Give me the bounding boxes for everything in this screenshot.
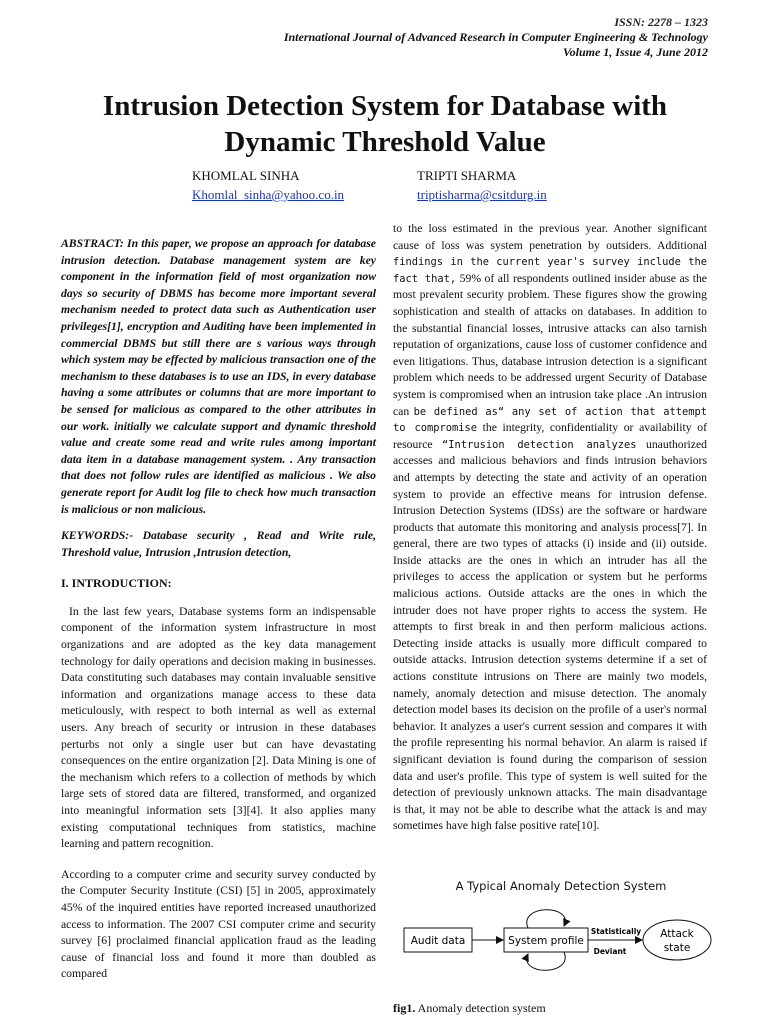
journal-name: International Journal of Advanced Research in Computer Engineering & Technology: [283, 30, 708, 44]
text-run-mono: findings in the current year's survey include the fact that,: [393, 256, 707, 285]
issn: ISSN: 2278 – 1323: [614, 15, 708, 29]
author-2: [417, 168, 547, 203]
intro-paragraph-1: In the last few years, Database systems form an indispensable component of the information system infrastructure in most organizations and are adopted as the key data management technology for daily operations and decision making in businesses. Data constituting such databases may contain invaluable sensitive information and organizations manage access to these data meticulously, with respect to both internal as well as external users. Any breach of security or intrusion in these databases perturbs not only a single user but can have devastating consequences on the entire organization [2]. Data Mining is one of the mechanism which refers to a collection of methods by which large sets of stored data are filtered, transformed, and organized into meaningful information sets [3][4]. It also applies many existing computational techniques from statistics, machine learning and pattern recognition.: [61, 604, 376, 851]
top-loop-arrow: [527, 910, 565, 928]
keywords: KEYWORDS:- Database security , Read and Write rule, Threshold value, Intrusion ,Intrusion detection,: [61, 529, 376, 559]
system-profile-label: System profile: [508, 935, 584, 947]
author-2-email[interactable]: triptisharma@csitdurg.in: [417, 187, 547, 202]
title-line-2: Dynamic Threshold Value: [224, 126, 546, 158]
state-label: state: [663, 942, 691, 954]
journal-header: [284, 15, 708, 60]
author-1-email[interactable]: Khomlal_sinha@yahoo.co.in: [192, 187, 345, 202]
text-run-mono: “Intrusion detection analyzes: [442, 438, 637, 451]
abstract: ABSTRACT: In this paper, we propose an approach for database intrusion detection. Database management system are key component in the information field of most organization now days so security of DBMS has become more important several mechanism needed to protect data such as Authentication user privileges[1], encryption and Auditing have been implemented in commercial DBMS but still there are s various ways through which system may be effected by malicious transaction one of the mechanism to these databases is to use an IDS, in every database having a some attributes or columns that are more important to be sensed for malicious as compared to the other attributes in our work. initially we calculate support and dynamic threshold value and create some read and write rules among important data item in a database management system. . Any transaction that does not follow rules are identified as malicious . We also generate report for Audit log file to check how much transaction is malicious or non malicious.: [61, 237, 376, 516]
anomaly-detection-figure: [398, 876, 728, 1016]
attack-state-ellipse: [643, 920, 711, 960]
deviant-label: Deviant: [593, 947, 627, 956]
figure-diagram: [398, 876, 728, 1001]
volume-info: Volume 1, Issue 4, June 2012: [562, 45, 708, 59]
figure-title: A Typical Anomaly Detection System: [455, 879, 667, 893]
text-run: unauthorized accesses and malicious behaviors and finds intrusion behaviors and attempts by detecting the state and activity of an operation system to provide an effective means for intrusion defense. Intrusion Detection Systems (IDSs) are the software or hardware products that automate this monitoring and analysis process[7]. In general, there are two types of attacks (i) inside and (ii) outside. Inside attacks are the ones in which an intruder has all the privileges to access the application or system but he performs malicious actions. Outside attacks are the ones in which the intruder does not have proper rights to access the system. He attempts to first break in and then perform malicious actions. Detecting inside attacks is usually more difficult compared to outside attacks. Intrusion detection systems determine if a set of actions constitute intrusions on There are mainly two models, namely, anomaly detection and misuse detection. The anomaly detection model bases its decision on the profile of a user's normal behavior. It analyzes a user's current session and compares it with the profile representing his normal behavior. An alarm is raised if significant deviation is found during the comparison of session data and user's profile. This type of system is well suited for the detection of previously unknown attacks. The main disadvantage is that, it may not be able to describe what the attack is and may sometimes have high false positive rate[10].: [393, 437, 707, 833]
bottom-loop-arrow: [527, 952, 565, 970]
attack-label: Attack: [660, 928, 694, 940]
caption-label: fig1.: [393, 1001, 416, 1015]
title-line-1: Intrusion Detection System for Database with: [102, 90, 668, 122]
text-run-mono: be defined as“ any set of action that attempt to compromise: [393, 405, 707, 435]
right-column: [393, 221, 707, 835]
text-run: to the loss estimated in the previous year. Another significant cause of loss was system penetration by outsiders. Additional: [393, 222, 707, 252]
right-body-text: [393, 221, 707, 835]
figure-caption: [393, 1001, 546, 1016]
author-1: [192, 168, 344, 203]
author-2-name: TRIPTI SHARMA: [417, 168, 517, 183]
author-1-name: KHOMLAL SINHA: [192, 168, 300, 183]
section-heading: I. INTRODUCTION:: [61, 576, 172, 591]
left-column: [61, 236, 376, 983]
text-run: 59% of all respondents outlined insider abuse as the most prevalent security problem. These figures show the growing sophistication and stealth of attacks on databases. In addition to the substantial financial losses, intrusive attacks can also tarnish reputation of organizations, cause loss of customer confidence and even litigations. Thus, database intrusion detection is a significant problem which needs to be addressed urgent Security of Database system is compromised when an intrusion take place .An intrusion can: [393, 271, 707, 418]
caption-text: Anomaly detection system: [415, 1001, 546, 1015]
audit-data-label: Audit data: [410, 935, 466, 947]
intro-paragraph-2: According to a computer crime and security survey conducted by the Computer Security Institute (CSI) [5] in 2005, approximately 45% of the inquired entities have reported increased unauthorized access to information. The 2007 CSI computer crime and security survey [6] proclaimed financial application fraud as the leading cause of financial loss and found it more than doubled as compared: [61, 867, 376, 981]
text-run: the integrity, confidentiality or availability of resource: [393, 421, 708, 451]
paper-title: [40, 88, 730, 160]
statistically-label: Statistically: [590, 927, 642, 936]
